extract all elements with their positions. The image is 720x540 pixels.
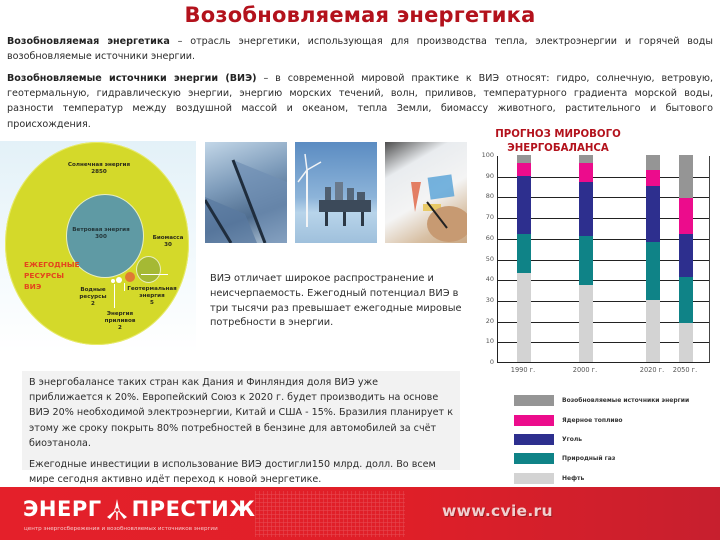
x-tick-label: 2020 г. (639, 366, 665, 374)
geothermal-circle (125, 272, 135, 282)
country-stats-box (22, 371, 460, 486)
energoprestige-logo[interactable]: ЭНЕРГ ПРЕСТИЖ (23, 497, 256, 521)
country-stats-paragraph: В энергобалансе таких стран как Дания и Финляндия доля ВИЭ уже приближается к 20%. Европейский Союз к 2020 г. будет производить на основе ВИЭ 20% необходимой электроэнергии, Китай и США - 15%. Бразилия планирует к этому же сроку покрыть 80% потребностей в бензине для автомобилей за счёт биоэтанола. (29, 377, 453, 449)
legend-label: Нефть (562, 474, 585, 482)
bar-segment (679, 323, 693, 362)
y-tick-label: 60 (485, 233, 494, 242)
bar-segment (579, 236, 593, 286)
investment-paragraph: Ежегодные инвестиции в использование ВИЭ достигли150 млрд. долл. Во всем мире сегодня активно идёт переход к новой энергетике. (29, 459, 436, 486)
biomass-circle (136, 256, 161, 283)
bar-segment (517, 234, 531, 273)
label-wind: Ветровая энергия 300 (72, 227, 130, 240)
potential-text: ВИЭ отличает широкое распространение и неисчерпаемость. Ежегодный потенциал ВИЭ в три тысячи раз превышает ежегодные мировые потребности в энергии. (210, 273, 462, 329)
stacked-bar (679, 155, 693, 362)
chart-title: ПРОГНОЗ МИРОВОГО ЭНЕРГОБАЛАНСА (495, 129, 621, 154)
label-solar: Солнечная энергия 2850 (67, 162, 131, 175)
y-tick-label: 20 (485, 316, 494, 325)
y-tick-label: 30 (485, 295, 494, 304)
legend-item (514, 410, 689, 429)
label-tidal: Энергия приливов 2 (104, 311, 136, 331)
intro-paragraph-sources: Возобновляемые источники энергии (ВИЭ) – в современной мировой практике к ВИЭ относят: гидро, солнечную, ветровую, геотермальную, гидравлическую энергии, энергию морских течений, волн, приливов, температурного градиента морской воды, разности температур между воздушной массой и океаном, тепла Земли, биомассу животного, растительного и бытового происхождения. (7, 73, 714, 130)
bar-segment (579, 155, 593, 163)
bar-segment (517, 176, 531, 234)
chart-document-photo (385, 142, 467, 243)
y-tick-label: 70 (485, 213, 494, 222)
legend-label: Ядерное топливо (562, 416, 623, 424)
water-resources-circle (116, 277, 122, 283)
bar-segment (679, 234, 693, 277)
x-tick-label: 2000 г. (572, 366, 598, 374)
y-tick-label: 50 (485, 254, 494, 263)
legend-label: Природный газ (562, 455, 616, 463)
solar-panels-photo (205, 142, 287, 243)
x-tick-label: 2050 г. (672, 366, 698, 374)
label-water: Водные ресурсы 2 (79, 287, 107, 307)
legend-swatch (514, 395, 554, 406)
bar-segment (679, 277, 693, 323)
y-tick-label: 100 (481, 151, 494, 159)
annual-resources-diagram (0, 141, 196, 353)
stacked-bar (517, 155, 531, 362)
intro-paragraph-definition: Возобновляемая энергетика – отрасль энергетики, использующая для производства тепла, электроэнергии и горячей воды возобновляемые источники энергии. (7, 36, 713, 63)
stacked-bar (579, 155, 593, 362)
y-tick-label: 40 (485, 275, 494, 284)
bar-segment (646, 170, 660, 187)
label-geothermal: Геотермальная энергия 5 (127, 286, 177, 306)
bar-segment (517, 155, 531, 163)
legend-item (514, 469, 689, 488)
annual-resources-title: ЕЖЕГОДНЫЕ РЕСУРСЫ ВИЭ (24, 260, 80, 291)
y-tick-label: 90 (485, 171, 494, 180)
bar-segment (646, 242, 660, 300)
bar-segment (579, 163, 593, 182)
website-link[interactable]: www.cvie.ru (442, 502, 553, 520)
chart-legend (514, 391, 689, 488)
legend-label: Уголь (562, 435, 583, 443)
x-tick-label: 1990 г. (510, 366, 536, 374)
logo-tagline: центр энергосбережения и возобновляемых источников энергии (24, 526, 218, 532)
tidal-energy-circle (111, 279, 115, 283)
bar-segment (646, 186, 660, 242)
footer-pattern (255, 491, 405, 537)
bar-segment (517, 273, 531, 362)
legend-item (514, 449, 689, 468)
bar-segment (517, 163, 531, 175)
legend-swatch (514, 434, 554, 445)
legend-item (514, 430, 689, 449)
legend-swatch (514, 453, 554, 464)
bar-segment (646, 300, 660, 362)
stacked-bar (646, 155, 660, 362)
y-tick-label: 80 (485, 192, 494, 201)
wind-turbine-logo-icon (106, 498, 128, 520)
energy-balance-chart (497, 156, 710, 363)
legend-swatch (514, 415, 554, 426)
legend-item (514, 391, 689, 410)
legend-swatch (514, 473, 554, 484)
y-tick-label: 0 (489, 358, 494, 366)
legend-label: Возобновляемые источники энергии (562, 397, 690, 405)
label-biomass: Биомасса 30 (152, 235, 184, 248)
footer-banner (0, 487, 720, 540)
bar-segment (679, 198, 693, 233)
y-tick-label: 10 (485, 337, 494, 346)
bar-segment (646, 155, 660, 169)
offshore-wind-platform-photo (295, 142, 377, 243)
bar-segment (579, 285, 593, 362)
term-renewable-sources: Возобновляемые источники энергии (ВИЭ) (7, 73, 257, 84)
bar-segment (579, 182, 593, 236)
bar-segment (679, 155, 693, 198)
page-title: Возобновляемая энергетика (184, 3, 536, 27)
term-renewable-energy: Возобновляемая энергетика (7, 36, 170, 47)
